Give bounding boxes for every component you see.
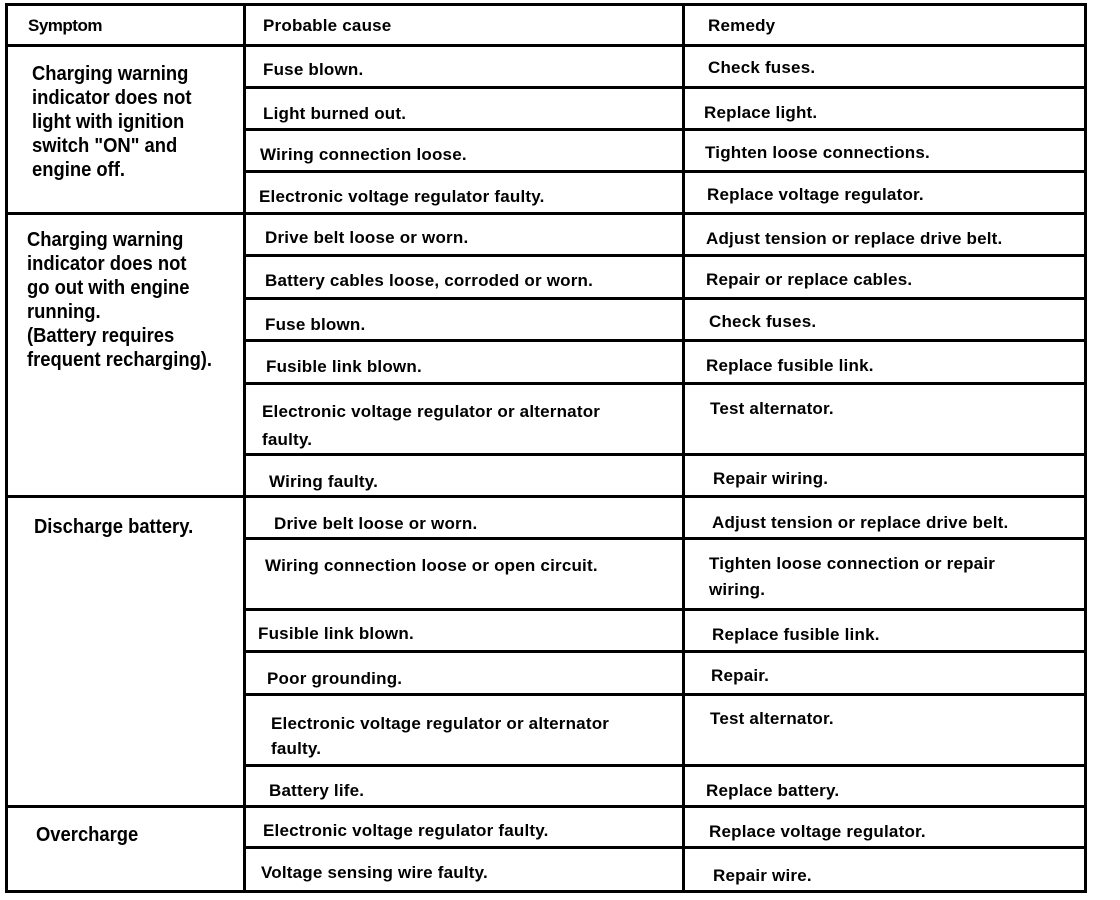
row-divider	[244, 297, 1084, 300]
cause-cell: Electronic voltage regulator faulty.	[259, 187, 545, 206]
cause-cell: Electronic voltage regulator or alternator faulty.	[262, 402, 601, 449]
column-divider	[682, 6, 685, 890]
remedy-cell: Check fuses.	[708, 58, 816, 77]
cause-cell: Electronic voltage regulator faulty.	[263, 821, 549, 840]
cause-cell: Poor grounding.	[267, 669, 403, 688]
row-divider	[244, 170, 1084, 173]
cause-cell: Voltage sensing wire faulty.	[261, 863, 488, 882]
row-divider	[244, 382, 1084, 385]
cause-cell: Drive belt loose or worn.	[274, 514, 478, 533]
cause-cell: Fusible link blown.	[266, 357, 422, 376]
remedy-cell: Test alternator.	[710, 709, 834, 728]
row-divider	[8, 44, 1084, 47]
header-cause: Probable cause	[263, 16, 392, 35]
remedy-cell: Adjust tension or replace drive belt.	[712, 513, 1009, 532]
remedy-cell: Adjust tension or replace drive belt.	[706, 229, 1003, 248]
cause-cell: Fuse blown.	[263, 60, 364, 79]
header-symptom: Symptom	[28, 16, 102, 35]
row-divider	[244, 846, 1084, 849]
symptom-cell: Overcharge	[36, 824, 139, 846]
cause-cell: Wiring connection loose.	[260, 145, 467, 164]
row-divider	[244, 453, 1084, 456]
remedy-cell: Repair wiring.	[713, 469, 829, 488]
remedy-cell: Repair wire.	[713, 866, 812, 885]
row-divider	[244, 128, 1084, 131]
cause-cell: Fuse blown.	[265, 315, 366, 334]
row-divider	[244, 650, 1084, 653]
cause-cell: Drive belt loose or worn.	[265, 228, 469, 247]
remedy-cell: Replace voltage regulator.	[709, 822, 926, 841]
cause-cell: Wiring connection loose or open circuit.	[265, 556, 598, 575]
cause-cell: Wiring faulty.	[269, 472, 379, 491]
row-divider	[244, 693, 1084, 696]
column-divider	[243, 6, 246, 890]
cause-cell: Light burned out.	[263, 104, 407, 123]
cause-cell: Battery cables loose, corroded or worn.	[265, 271, 594, 290]
remedy-cell: Replace voltage regulator.	[707, 185, 924, 204]
row-divider	[8, 212, 1084, 215]
remedy-cell: Replace light.	[704, 103, 818, 122]
row-divider	[244, 254, 1084, 257]
remedy-cell: Replace fusible link.	[706, 356, 874, 375]
row-divider	[244, 339, 1084, 342]
cause-cell: Fusible link blown.	[258, 624, 414, 643]
row-divider	[8, 805, 1084, 808]
row-divider	[8, 495, 1084, 498]
row-divider	[244, 537, 1084, 540]
row-divider	[244, 764, 1084, 767]
remedy-cell: Replace battery.	[706, 781, 840, 800]
remedy-cell: Tighten loose connections.	[705, 143, 930, 162]
remedy-cell: Test alternator.	[710, 399, 834, 418]
symptom-cell: Discharge battery.	[34, 516, 194, 538]
remedy-cell: Check fuses.	[709, 312, 817, 331]
symptom-cell: Charging warning indicator does not light with ignition switch "ON" and engine off.	[32, 63, 192, 181]
remedy-cell: Repair or replace cables.	[706, 270, 913, 289]
remedy-cell: Tighten loose connection or repair wiring.	[709, 554, 996, 599]
row-divider	[244, 608, 1084, 611]
remedy-cell: Repair.	[711, 666, 770, 685]
cause-cell: Battery life.	[269, 781, 365, 800]
row-divider	[244, 86, 1084, 89]
cause-cell: Electronic voltage regulator or alternator faulty.	[271, 714, 610, 758]
remedy-cell: Replace fusible link.	[712, 625, 880, 644]
symptom-cell: Charging warning indicator does not go out with engine running. (Battery requires frequent recharging).	[27, 229, 213, 371]
troubleshooting-table	[5, 3, 1087, 893]
header-remedy: Remedy	[708, 16, 776, 35]
